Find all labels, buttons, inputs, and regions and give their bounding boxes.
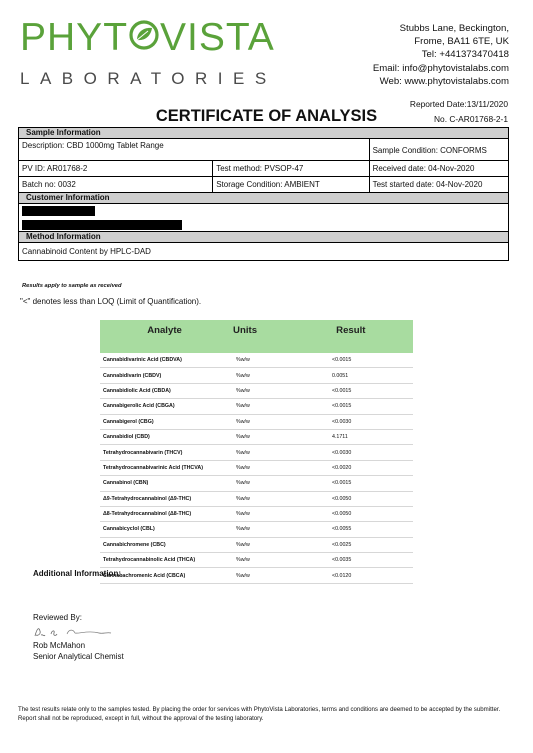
- table-row: [100, 461, 413, 476]
- result-cell: <0.0030: [332, 449, 352, 456]
- signature-image: [33, 625, 119, 639]
- units-cell: %w/w: [236, 372, 250, 379]
- table-row: [100, 399, 413, 414]
- logo-subtitle: LABORATORIES: [20, 69, 277, 88]
- table-row: [100, 553, 413, 568]
- units-cell: %w/w: [236, 418, 250, 425]
- units-cell: %w/w: [236, 480, 250, 487]
- table-row: [100, 445, 413, 460]
- company-logo: [20, 18, 290, 90]
- table-row: [100, 522, 413, 537]
- reviewer-block: [33, 641, 124, 662]
- additional-information-label: Additional Information:: [33, 569, 121, 578]
- header-analyte: Analyte: [147, 325, 182, 336]
- result-cell: <0.0055: [332, 526, 352, 533]
- result-cell: <0.0035: [332, 557, 352, 564]
- units-cell: %w/w: [236, 387, 250, 394]
- table-row: [100, 476, 413, 491]
- logo-wordmark: [20, 18, 290, 57]
- analyte-cell: Cannabichromene (CBC): [103, 541, 166, 548]
- customer-info-body: [19, 204, 508, 232]
- table-row: [100, 353, 413, 368]
- result-cell: <0.0050: [332, 495, 352, 502]
- address-line: Frome, BA11 6TE, UK: [414, 36, 509, 48]
- logo-text-part2: VISTA: [160, 16, 275, 59]
- redaction-bar: [22, 220, 182, 230]
- units-cell: %w/w: [236, 557, 250, 564]
- reviewer-name: Rob McMahon: [33, 641, 86, 650]
- loq-note: "<" denotes less than LOQ (Limit of Quantification).: [20, 297, 202, 306]
- result-cell: <0.0015: [332, 387, 352, 394]
- result-cell: <0.0025: [332, 541, 352, 548]
- reviewer-title: Senior Analytical Chemist: [33, 651, 124, 661]
- table-row: [100, 492, 413, 507]
- result-cell: <0.0050: [332, 511, 352, 518]
- result-cell: <0.0020: [332, 464, 352, 471]
- result-cell: <0.0015: [332, 403, 352, 410]
- units-cell: %w/w: [236, 403, 250, 410]
- units-cell: %w/w: [236, 572, 250, 579]
- address-web[interactable]: Web: www.phytovistalabs.com: [379, 75, 509, 87]
- document-title: CERTIFICATE OF ANALYSIS: [155, 107, 378, 125]
- redaction-bar: [22, 206, 95, 216]
- units-cell: %w/w: [236, 495, 250, 502]
- units-cell: %w/w: [236, 434, 250, 441]
- method-info-row: [19, 243, 508, 260]
- result-cell: <0.0030: [332, 418, 352, 425]
- analyte-cell: Δ9-Tetrahydrocannabinol (Δ9-THC): [103, 495, 192, 502]
- results-header-row: [100, 320, 413, 353]
- analyte-cell: Cannabidivarin (CBDV): [103, 372, 162, 379]
- result-cell: <0.0015: [332, 357, 352, 364]
- result-cell: <0.0015: [332, 480, 352, 487]
- batch-number: Batch no: 0032: [22, 180, 76, 189]
- header-units: Units: [233, 325, 258, 336]
- table-row: [100, 568, 413, 583]
- units-cell: %w/w: [236, 464, 250, 471]
- analyte-cell: Tetrahydrocannabivarin (THCV): [103, 449, 183, 456]
- result-cell: <0.0120: [332, 572, 352, 579]
- storage-condition: Storage Condition: AMBIENT: [212, 177, 368, 192]
- sample-info-table: [18, 127, 509, 261]
- header-result: Result: [336, 325, 366, 336]
- method-text: Cannabinoid Content by HPLC-DAD: [22, 247, 151, 256]
- analyte-cell: Cannabidivarinic Acid (CBDVA): [103, 357, 182, 364]
- sample-description: Description: CBD 1000mg Tablet Range: [22, 141, 164, 150]
- analyte-cell: Cannabigerol (CBG): [103, 418, 154, 425]
- customer-info-header: Customer Information: [19, 193, 508, 204]
- logo-text-part1: PHYT: [20, 16, 129, 59]
- reviewed-by-label: Reviewed By:: [33, 613, 82, 622]
- units-cell: %w/w: [236, 449, 250, 456]
- table-row: [100, 430, 413, 445]
- results-note: Results apply to sample as received: [22, 283, 122, 289]
- address-email[interactable]: Email: info@phytovistalabs.com: [372, 62, 509, 74]
- table-row: [100, 415, 413, 430]
- table-row: [100, 368, 413, 383]
- analyte-cell: Cannabicyclol (CBL): [103, 526, 155, 533]
- method-info-header: Method Information: [19, 232, 508, 243]
- test-started-date: Test started date: 04-Nov-2020: [369, 177, 508, 192]
- analyte-cell: Δ8-Tetrahydrocannabinol (Δ8-THC): [103, 511, 192, 518]
- units-cell: %w/w: [236, 357, 250, 364]
- sample-condition: Sample Condition: CONFORMS: [369, 139, 508, 160]
- received-date: Received date: 04-Nov-2020: [369, 161, 508, 176]
- units-cell: %w/w: [236, 541, 250, 548]
- address-line: Stubbs Lane, Beckington,: [399, 23, 509, 34]
- footer-disclaimer: The test results relate only to the samples tested. By placing the order for services with PhytoVista Laboratories, terms and conditions are deemed to be accepted by the submitter. Report shall not be reproduced, except in full, without the approval of the testing laboratory.: [18, 706, 501, 722]
- analyte-cell: Cannabachromenic Acid (CBCA): [103, 572, 186, 579]
- table-row: [100, 507, 413, 522]
- units-cell: %w/w: [236, 511, 250, 518]
- units-cell: %w/w: [236, 526, 250, 533]
- analyte-cell: Cannabigerolic Acid (CBGA): [103, 403, 175, 410]
- analyte-cell: Tetrahydrocannabivarinic Acid (THCVA): [103, 464, 203, 471]
- table-row: [100, 384, 413, 399]
- result-cell: 4.1711: [332, 434, 348, 441]
- analyte-cell: Tetrahydrocannabinolic Acid (THCA): [103, 557, 196, 564]
- sample-row-ids: [19, 161, 508, 177]
- sample-row-batch: [19, 177, 508, 193]
- analyte-cell: Cannabinol (CBN): [103, 480, 149, 487]
- reported-date: Reported Date:13/11/2020: [409, 99, 508, 109]
- results-table: [100, 320, 413, 584]
- report-number: No. C-AR01768-2-1: [433, 113, 508, 124]
- sample-row-description: [19, 139, 508, 161]
- table-row: [100, 538, 413, 553]
- leaf-icon: [128, 20, 160, 50]
- address-phone: Tel: +441373470418: [421, 49, 509, 61]
- company-address: [373, 22, 509, 88]
- analyte-cell: Cannabidiol (CBD): [103, 434, 150, 441]
- result-cell: 0.0051: [332, 372, 349, 379]
- pv-id: PV ID: AR01768-2: [22, 164, 88, 173]
- analyte-cell: Cannabidiolic Acid (CBDA): [103, 387, 171, 394]
- test-method: Test method: PVSOP-47: [212, 161, 368, 176]
- sample-info-header: Sample Information: [19, 128, 508, 139]
